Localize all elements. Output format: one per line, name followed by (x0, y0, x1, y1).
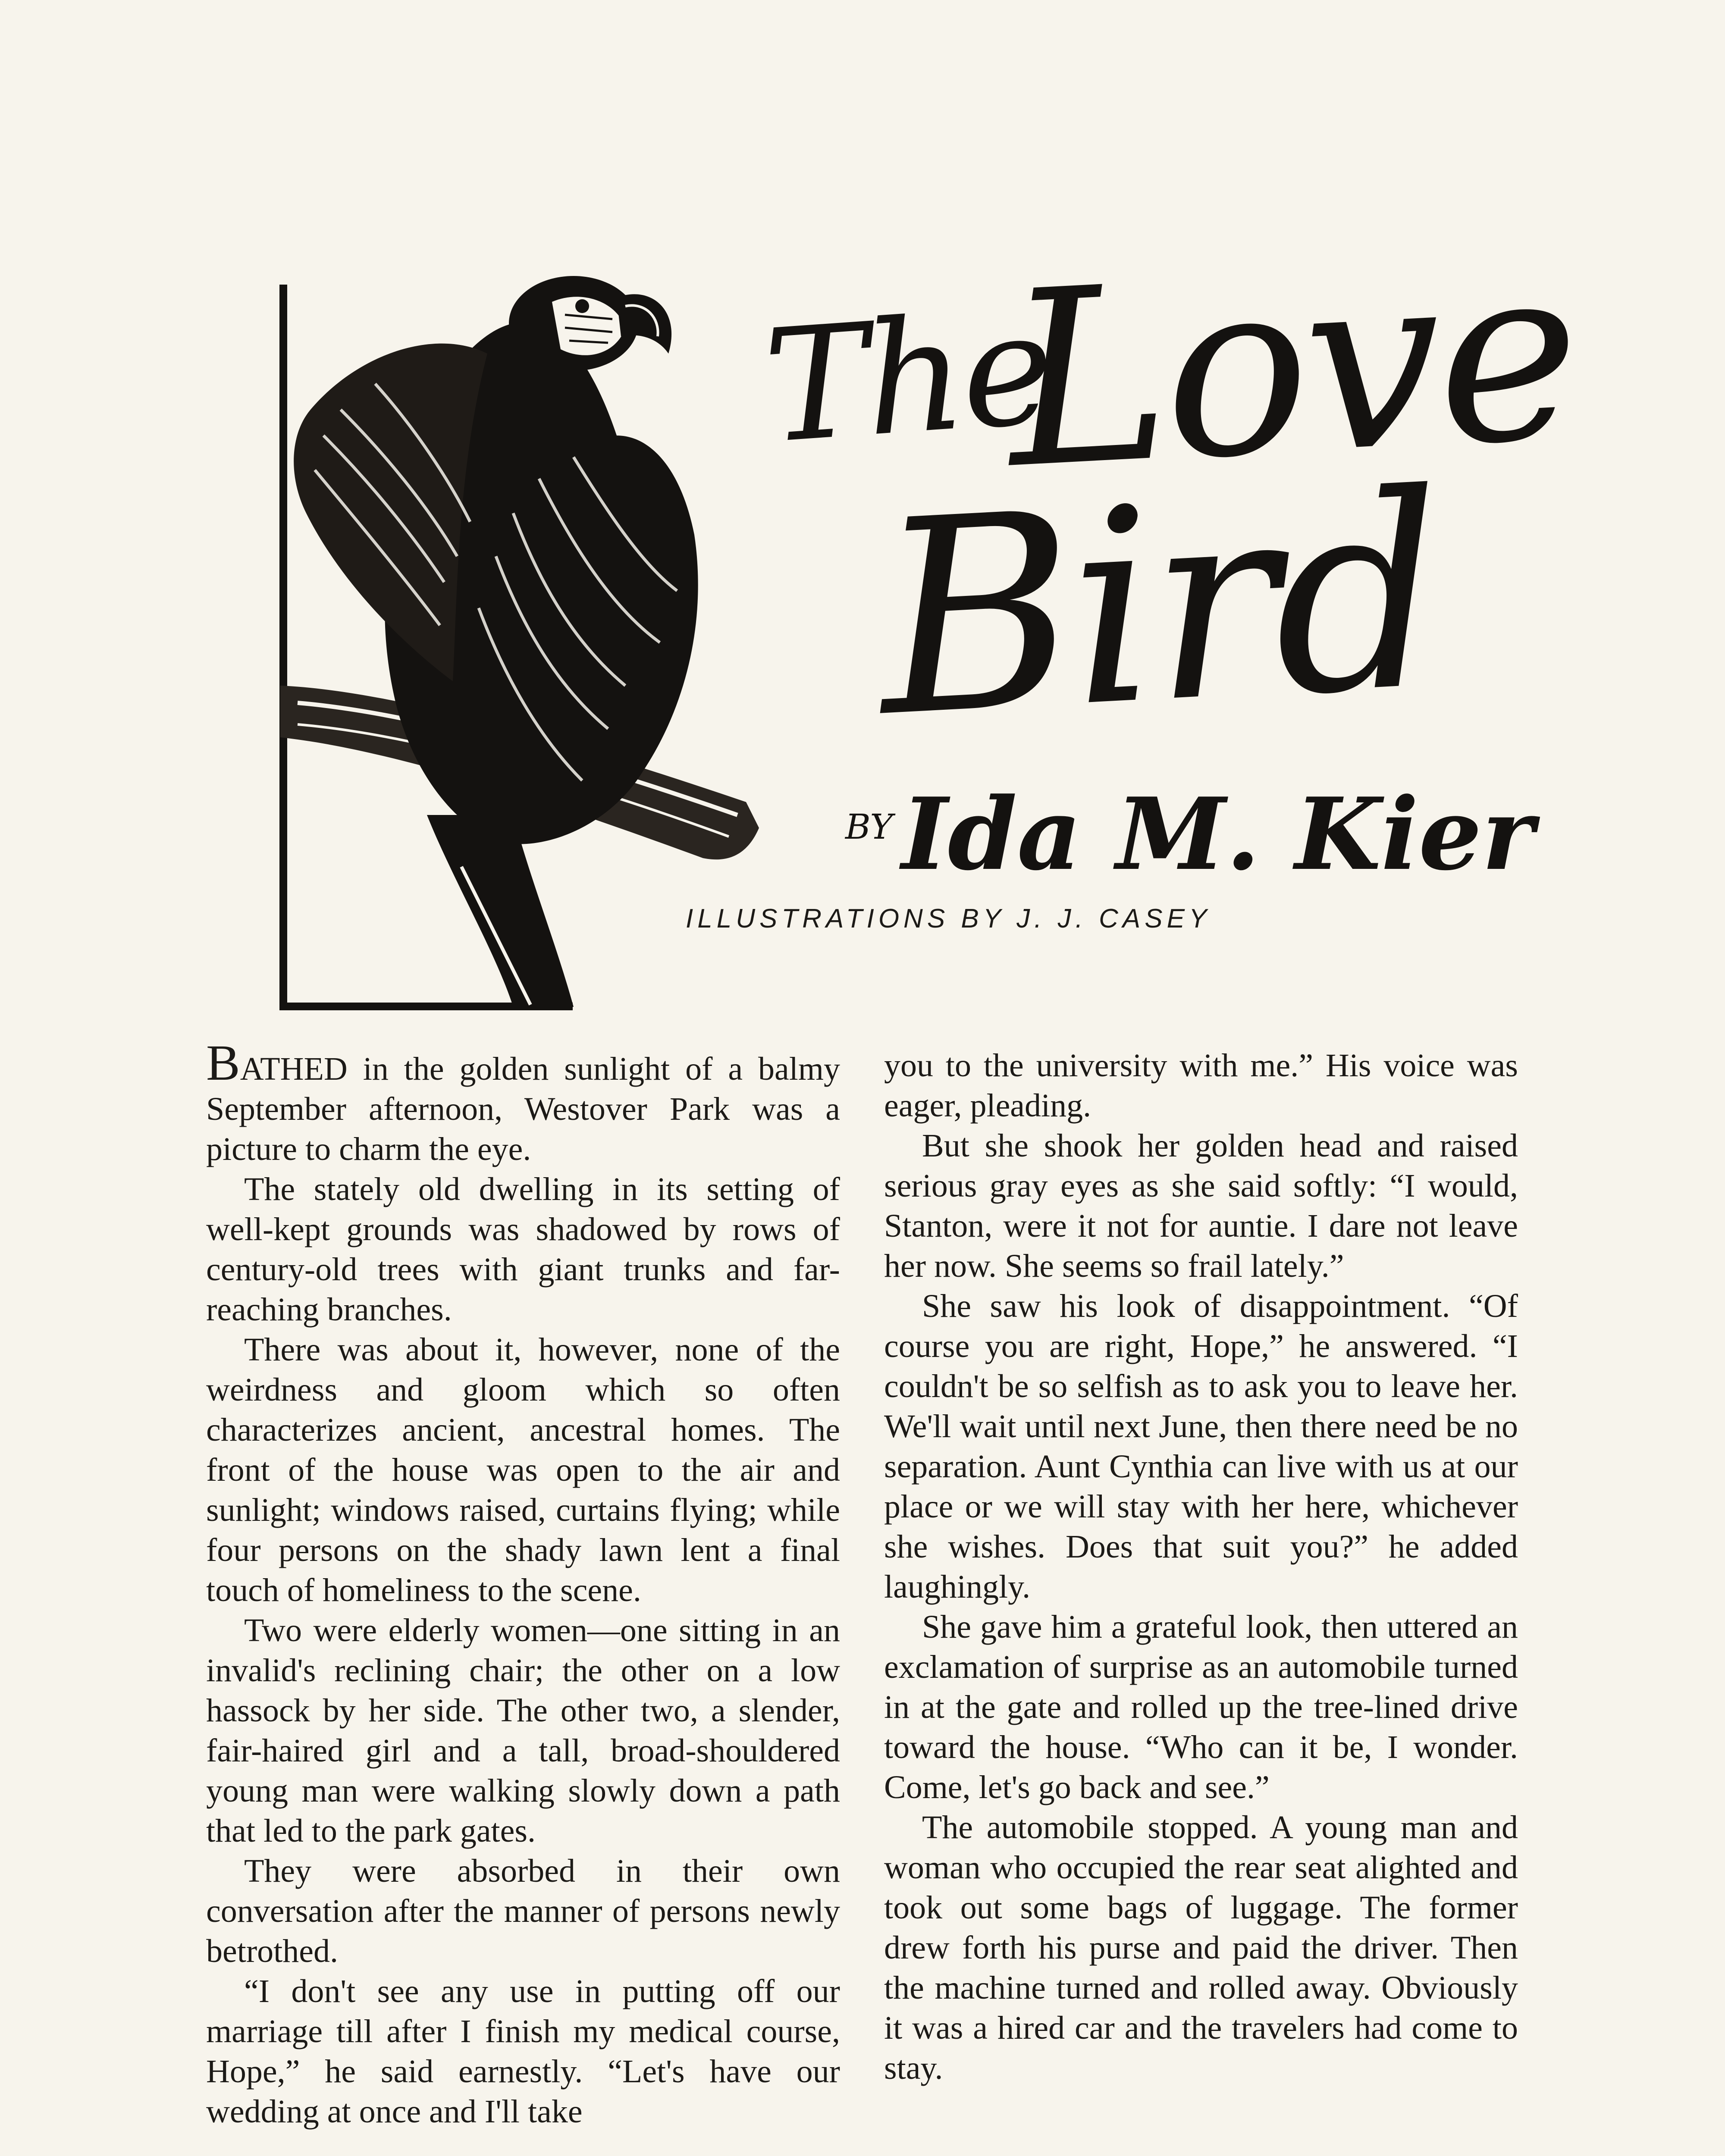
drop-cap: B (206, 1046, 240, 1091)
paragraph: There was about it, however, none of the weirdness and gloom which so often characterizes ancient, ancestral homes. The front of the house was open to the air and sunlight; windows raised, curtains flying; while four persons on the shady lawn lent a final touch of homeliness to the scene. (206, 1332, 840, 1608)
byline-by: BY (845, 807, 893, 847)
paragraph: The stately old dwelling in its setting of well-kept grounds was shadowed by rows of century-old trees with giant trunks and far-reaching branches. (206, 1171, 840, 1328)
title-word-bird: Bird (871, 436, 1447, 777)
paragraph: She gave him a grateful look, then uttered an exclamation of surprise as an automobile turned in at the gate and rolled up the tree-lined drive toward the house. “Who can it be, I wonder. Come, let's go back and see.” (884, 1609, 1518, 1805)
paragraph-continuation: you to the university with me.” His voice was eager, pleading. (884, 1047, 1518, 1124)
paragraph: She saw his look of disappointment. “Of course you are right, Hope,” he answered. “I couldn't be so selfish as to ask you to leave her. We'll wait until next June, then there need be no separation. Aunt Cynthia can live with us at our place or we will stay with her here, whichever she wishes. Does that suit you?” he added laughingly. (884, 1288, 1518, 1605)
paragraph: They were absorbed in their own conversation after the manner of persons newly betrothed. (206, 1853, 840, 1969)
parrot-icon (272, 254, 768, 1013)
text-column-right (884, 1046, 1518, 2156)
author-name: Ida M. Kier (901, 776, 1534, 893)
illustration-credit: ILLUSTRATIONS BY J. J. CASEY (686, 904, 1211, 934)
paragraph: BATHED in the golden sunlight of a balmy September afternoon, Westover Park was a picture to charm the eye. (206, 1046, 840, 1169)
title-word-the: The (759, 277, 1056, 478)
byline (845, 776, 1534, 893)
text-column-left (206, 1046, 840, 2156)
paragraph: But she shook her golden head and raised serious gray eyes as she said softly: “I would, Stanton, were it not for auntie. I dare not leave her now. She seems so frail lately.” (884, 1128, 1518, 1284)
paragraph: The automobile stopped. A young man and woman who occupied the rear seat alighted and took out some bags of luggage. The former drew forth his purse and paid the driver. Then the machine turned and rolled away. Obviously it was a hired car and the travelers had come to stay. (884, 1809, 1518, 2086)
title-word-love: Love (1000, 212, 1583, 523)
parrot-on-branch-illustration (272, 254, 768, 1013)
paragraph: Two were elderly women—one sitting in an invalid's reclining chair; the other on a low hassock by her side. The other two, a slender, fair-haired girl and a tall, broad-shouldered young man were walking slowly down a path that led to the park gates. (206, 1612, 840, 1849)
paragraph: “I don't see any use in putting off our marriage till after I finish my medical course, Hope,” he said earnestly. “Let's have our wedding at once and I'll take (206, 1973, 840, 2130)
